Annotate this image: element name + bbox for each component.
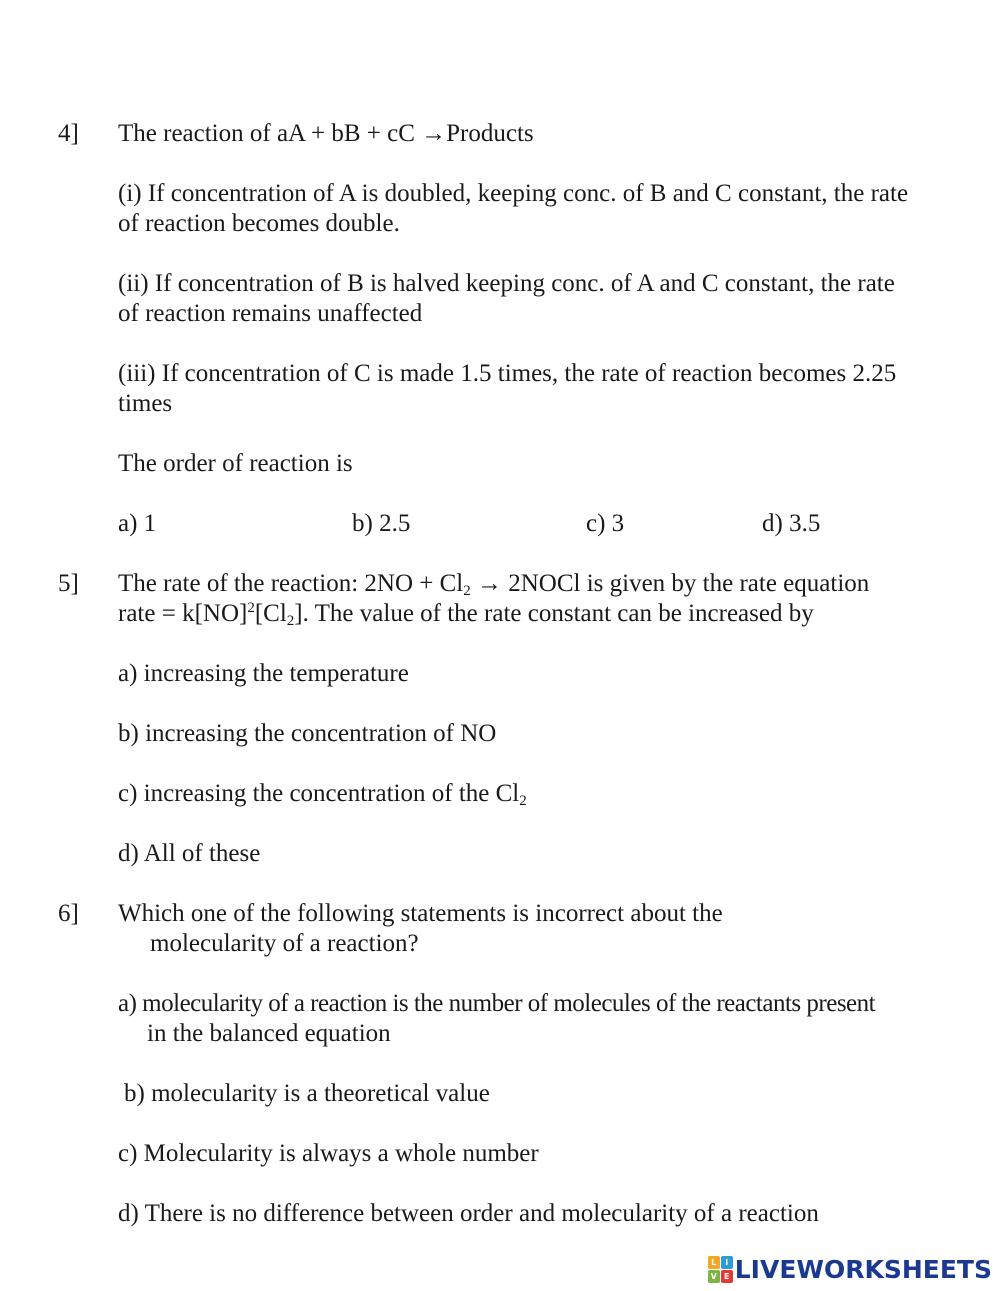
q4-stem: The reaction of aA + bB + cC →Products [118,120,534,147]
q6-option-a-line-1[interactable]: a) molecularity of a reaction is the number of molecules of the reactants present [118,990,876,1017]
q5-number: 5] [58,570,79,597]
q4-option-d[interactable]: d) 3.5 [762,510,821,537]
liveworksheets-icon: L I V E [708,1256,732,1282]
q5-option-a[interactable]: a) increasing the temperature [118,660,409,687]
q4-option-b[interactable]: b) 2.5 [352,510,411,537]
q4-number: 4] [58,120,79,147]
q4-question: The order of reaction is [118,450,353,477]
q6-option-c[interactable]: c) Molecularity is always a whole number [118,1140,539,1167]
q4-statement-2-line-1: (ii) If concentration of B is halved keeping conc. of A and C constant, the rate [118,270,895,297]
q5-option-c[interactable]: c) increasing the concentration of the $Cl_2$ [118,780,527,809]
q6-stem-line-1: Which one of the following statements is incorrect about the [118,900,723,927]
q6-option-d[interactable]: d) There is no difference between order and molecularity of a reaction [118,1200,819,1227]
q5-option-d[interactable]: d) All of these [118,840,261,867]
q4-statement-2-line-2: of reaction remains unaffected [118,300,423,327]
q4-statement-3-line-2: times [118,390,173,417]
q5-option-b[interactable]: b) increasing the concentration of NO [118,720,497,747]
liveworksheets-wordmark: LIVEWORKSHEETS [734,1254,992,1284]
q6-stem-line-2: molecularity of a reaction? [150,930,419,957]
q5-stem-line-1: The rate of the reaction: $2NO + Cl_2$ → 2NOCl is given by the rate equation [118,570,870,599]
q4-statement-3-line-1: (iii) If concentration of C is made 1.5 times, the rate of reaction becomes 2.25 [118,360,897,387]
q4-option-a[interactable]: a) 1 [118,510,157,537]
q4-statement-1-line-2: of reaction becomes double. [118,210,400,237]
q6-number: 6] [58,900,79,927]
q4-statement-1-line-1: (i) If concentration of A is doubled, keeping conc. of B and C constant, the rate [118,180,909,207]
q5-stem-line-2: rate = $k[NO]^2[Cl_2]$. The value of the rate constant can be increased by [118,600,814,629]
q4-option-c[interactable]: c) 3 [586,510,625,537]
q6-option-b[interactable]: b) molecularity is a theoretical value [124,1080,490,1107]
q6-option-a-line-2[interactable]: in the balanced equation [147,1020,391,1047]
liveworksheets-logo [708,1254,992,1284]
